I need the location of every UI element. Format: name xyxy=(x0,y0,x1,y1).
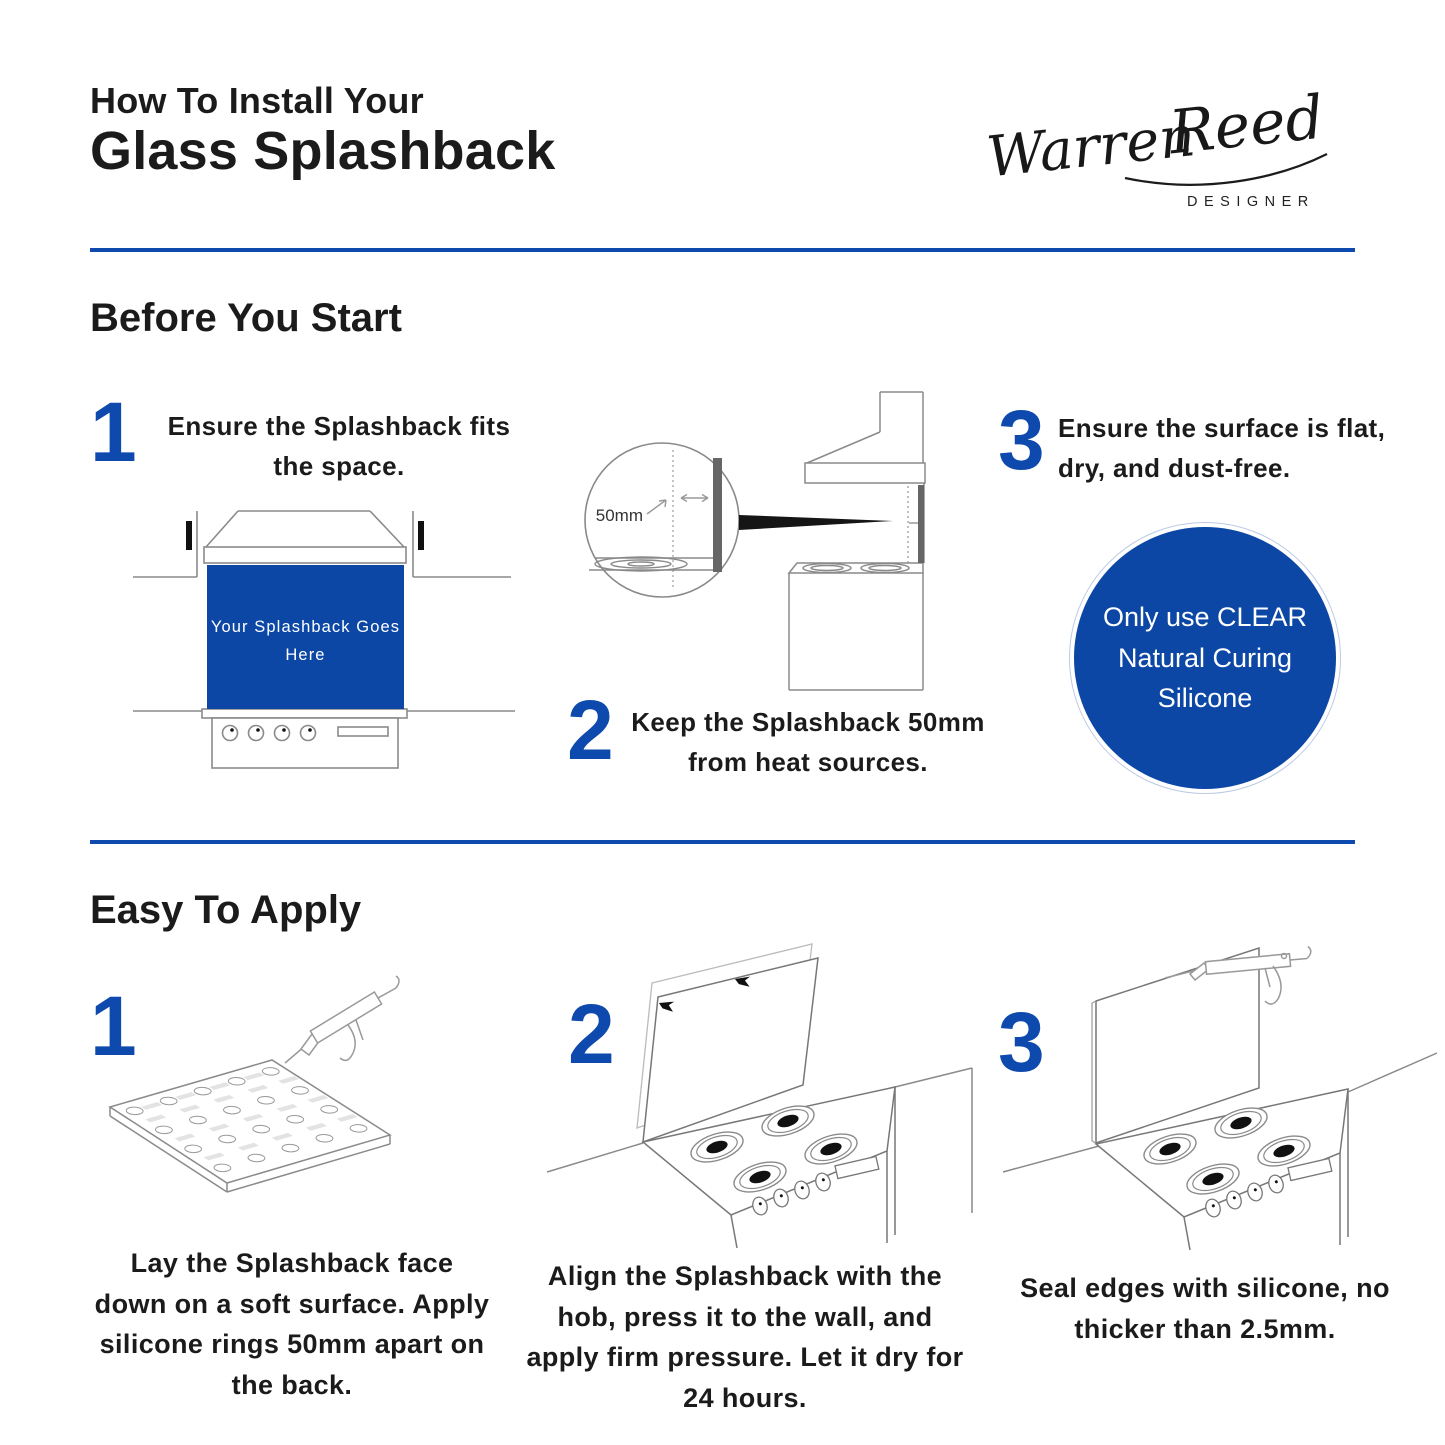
before-step3-number: 3 xyxy=(998,393,1045,487)
splashback-edge-strip xyxy=(918,485,924,563)
page-title-line2: Glass Splashback xyxy=(90,121,556,181)
pointer-wedge xyxy=(739,515,893,530)
heat-gap-graphic xyxy=(555,390,995,700)
signature-logo-graphic xyxy=(975,62,1355,237)
section-heading-before: Before You Start xyxy=(90,296,402,340)
cabinet-handle-right xyxy=(418,521,424,550)
signature-text: Warren xyxy=(983,103,1199,191)
brand-logo xyxy=(975,62,1355,237)
before-step3-text: Ensure the surface is flat, dry, and dust-free. xyxy=(1058,413,1386,484)
apply-step3-number: 3 xyxy=(998,995,1045,1089)
align-splashback-graphic xyxy=(535,935,980,1250)
splashback-area-label: Your Splashback Goes Here xyxy=(210,618,401,665)
heat-gap-illustration xyxy=(555,390,995,700)
section-heading-apply: Easy To Apply xyxy=(90,888,362,932)
before-step2-number: 2 xyxy=(567,683,614,777)
silicone-badge-circle xyxy=(1074,527,1336,789)
seal-edges-illustration xyxy=(985,935,1443,1250)
caulking-gun-icon xyxy=(285,976,399,1063)
apply-step3-text: Seal edges with silicone, no thicker than 2.5mm. xyxy=(1020,1273,1390,1344)
cabinet-handle-left xyxy=(186,521,192,550)
apply-step2-text: Align the Splashback with the hob, press it to the wall, and apply firm pressure. Let it dry for 24 hours. xyxy=(526,1261,964,1413)
splashback-fit-illustration xyxy=(125,495,520,815)
before-step1-text: Ensure the Splashback fits the space. xyxy=(167,411,511,482)
apply-step1-text: Lay the Splashback face down on a soft surface. Apply silicone rings 50mm apart on the back. xyxy=(94,1248,490,1400)
section-divider-top xyxy=(90,248,1355,252)
apply-step1-number: 1 xyxy=(90,979,137,1073)
silicone-badge-text: Only use CLEAR Natural Curing Silicone xyxy=(1102,602,1308,714)
before-step2-text: Keep the Splashback 50mm from heat sources. xyxy=(631,707,985,778)
align-splashback-illustration xyxy=(535,935,980,1250)
magnified-splashback-edge xyxy=(713,458,722,572)
gap-measure-label: 50mm xyxy=(595,506,643,525)
apply-step2-number: 2 xyxy=(568,987,615,1081)
designer-label: DESIGNER xyxy=(1187,194,1315,210)
panel-silicone-illustration xyxy=(100,975,520,1240)
before-step1-number: 1 xyxy=(90,385,137,479)
page-title-line1: How To Install Your xyxy=(90,80,424,121)
section-divider-middle xyxy=(90,840,1355,844)
silicone-badge xyxy=(1069,522,1341,794)
seal-edges-graphic xyxy=(985,935,1443,1250)
panel-silicone-graphic xyxy=(100,975,520,1240)
signature-text-2: Reed xyxy=(1165,82,1328,169)
